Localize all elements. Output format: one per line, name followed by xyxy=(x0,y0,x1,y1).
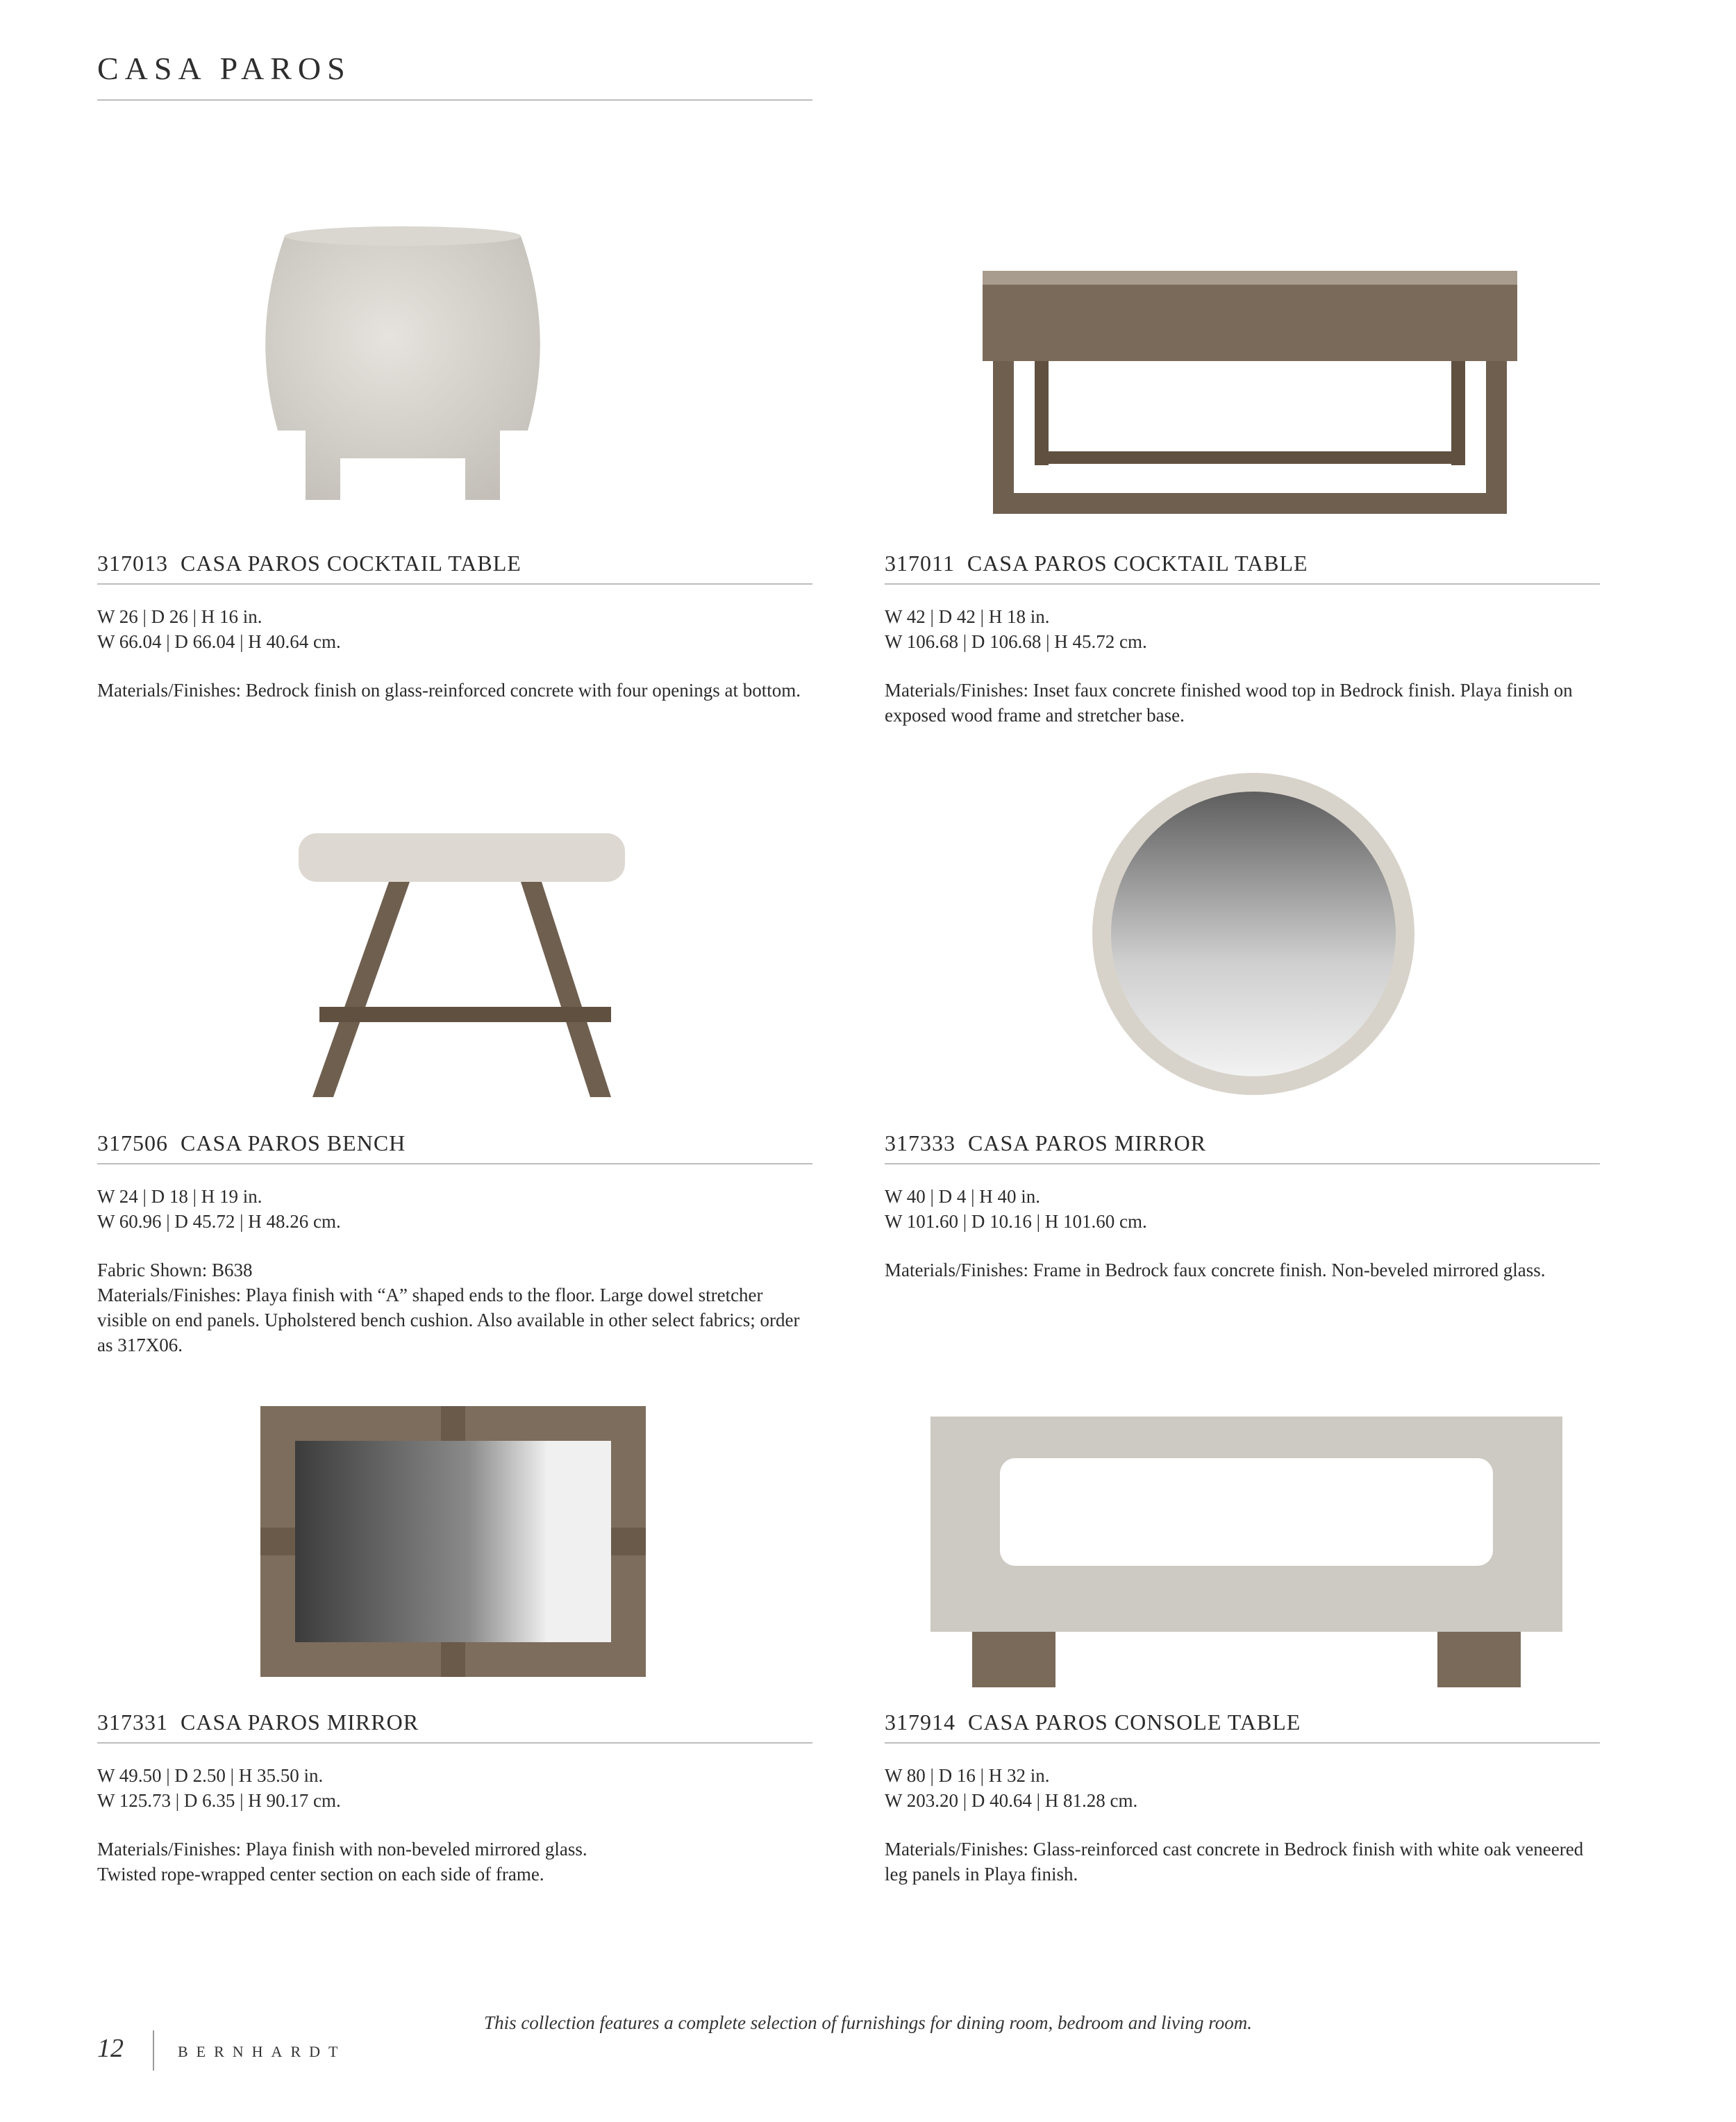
product-name: CASA PAROS COCKTAIL TABLE xyxy=(967,551,1308,576)
dimensions-inches: W 26 | D 26 | H 16 in. xyxy=(97,606,262,627)
product-dimensions xyxy=(885,1184,1600,1234)
dimensions-inches: W 24 | D 18 | H 19 in. xyxy=(97,1186,262,1207)
product-image-console-table xyxy=(930,1417,1562,1687)
product-dimensions xyxy=(885,1763,1600,1813)
product-description xyxy=(885,1258,1600,1283)
dimensions-cm: W 66.04 | D 66.04 | H 40.64 cm. xyxy=(97,631,341,652)
product-name-line xyxy=(885,1130,1600,1164)
product-image-cocktail-table-drum xyxy=(257,222,549,514)
collection-note: This collection features a complete selection of furnishings for dining room, bedroom and living room. xyxy=(484,2012,1252,2033)
dimensions-cm: W 106.68 | D 106.68 | H 45.72 cm. xyxy=(885,631,1147,652)
product-image-bench xyxy=(292,826,632,1104)
fabric-shown: Fabric Shown: B638 xyxy=(97,1260,253,1280)
footer-divider xyxy=(153,2030,154,2071)
product-name: CASA PAROS MIRROR xyxy=(968,1130,1207,1155)
dimensions-cm: W 60.96 | D 45.72 | H 48.26 cm. xyxy=(97,1211,341,1232)
product-name-line xyxy=(885,1710,1600,1744)
dimensions-inches: W 40 | D 4 | H 40 in. xyxy=(885,1186,1041,1207)
product-317333 xyxy=(885,1130,1600,1283)
product-sku: 317506 xyxy=(97,1130,168,1155)
materials-finishes: Materials/Finishes: Inset faux concrete finished wood top in Bedrock finish. Playa finish on exposed wood frame and stretcher base. xyxy=(885,680,1573,726)
dimensions-inches: W 49.50 | D 2.50 | H 35.50 in. xyxy=(97,1765,324,1786)
product-sku: 317011 xyxy=(885,551,955,576)
product-description xyxy=(885,1837,1600,1887)
product-sku: 317013 xyxy=(97,551,168,576)
product-sku: 317331 xyxy=(97,1710,168,1735)
collection-title: CASA PAROS xyxy=(97,51,351,86)
product-name: CASA PAROS CONSOLE TABLE xyxy=(968,1710,1301,1735)
product-317914 xyxy=(885,1710,1600,1887)
product-name-line xyxy=(97,551,812,585)
product-image-rectangular-mirror xyxy=(260,1406,646,1677)
product-name: CASA PAROS MIRROR xyxy=(181,1710,419,1735)
dimensions-inches: W 42 | D 42 | H 18 in. xyxy=(885,606,1050,627)
product-image-round-mirror xyxy=(1090,771,1417,1097)
dimensions-cm: W 203.20 | D 40.64 | H 81.28 cm. xyxy=(885,1790,1138,1811)
product-image-cocktail-table-square xyxy=(979,264,1521,514)
product-317013 xyxy=(97,551,812,703)
product-description xyxy=(97,1837,812,1887)
product-name-line xyxy=(97,1130,812,1164)
product-sku: 317333 xyxy=(885,1130,955,1155)
product-dimensions xyxy=(97,604,812,654)
dimensions-cm: W 125.73 | D 6.35 | H 90.17 cm. xyxy=(97,1790,341,1811)
product-name-line xyxy=(97,1710,812,1744)
product-dimensions xyxy=(97,1763,812,1813)
dimensions-inches: W 80 | D 16 | H 32 in. xyxy=(885,1765,1050,1786)
materials-finishes: Materials/Finishes: Bedrock finish on glass-reinforced concrete with four openings at bottom. xyxy=(97,680,801,701)
product-dimensions xyxy=(97,1184,812,1234)
brand-wordmark: BERNHARDT xyxy=(178,2043,347,2060)
product-317506 xyxy=(97,1130,812,1357)
materials-finishes: Materials/Finishes: Playa finish with non-beveled mirrored glass. xyxy=(97,1839,587,1860)
materials-finishes-continued: Twisted rope-wrapped center section on each side of frame. xyxy=(97,1864,544,1885)
product-description xyxy=(97,1258,812,1357)
dimensions-cm: W 101.60 | D 10.16 | H 101.60 cm. xyxy=(885,1211,1147,1232)
product-317011 xyxy=(885,551,1600,728)
product-name: CASA PAROS COCKTAIL TABLE xyxy=(181,551,521,576)
product-description xyxy=(97,678,812,703)
product-dimensions xyxy=(885,604,1600,654)
materials-finishes: Materials/Finishes: Frame in Bedrock faux concrete finish. Non-beveled mirrored glass. xyxy=(885,1260,1546,1280)
product-sku: 317914 xyxy=(885,1710,955,1735)
materials-finishes: Materials/Finishes: Glass-reinforced cast concrete in Bedrock finish with white oak veneered leg panels in Playa finish. xyxy=(885,1839,1584,1885)
product-name-line xyxy=(885,551,1600,585)
product-317331 xyxy=(97,1710,812,1887)
product-description xyxy=(885,678,1600,728)
materials-finishes: Materials/Finishes: Playa finish with “A” shaped ends to the floor. Large dowel stretcher visible on end panels. Upholstered bench cushion. Also available in other select fabrics; order as 317X06. xyxy=(97,1285,800,1355)
product-name: CASA PAROS BENCH xyxy=(181,1130,406,1155)
page-number: 12 xyxy=(97,2034,124,2063)
page-header xyxy=(97,50,812,101)
